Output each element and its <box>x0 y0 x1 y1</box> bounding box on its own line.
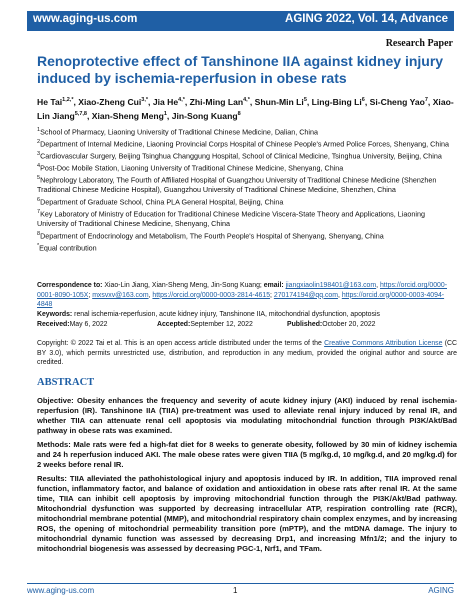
affiliation-text: Post-Doc Mobile Station, Liaoning University of Traditional Chinese Medicine, Shenyang, China <box>40 163 344 173</box>
affiliation-number: 7 <box>37 209 41 216</box>
footer-journal: AGING <box>428 586 454 595</box>
affiliation-number: 2 <box>37 139 41 146</box>
affiliation-number: 6 <box>37 197 41 204</box>
paper-type-label: Research Paper <box>385 38 453 49</box>
author-affiliation-marker: 3,* <box>141 97 149 103</box>
affiliation-item <box>37 208 457 229</box>
affiliation-text: Department of Graduate School, China PLA General Hospital, Beijing, China <box>40 197 284 207</box>
affiliation-item <box>37 150 457 161</box>
received-label: Received: <box>37 321 70 328</box>
keywords-text: renal ischemia-reperfusion, acute kidney injury, Tanshinone IIA, mitochondrial dysfunction, apoptosis <box>74 310 380 318</box>
footer-page-number: 1 <box>233 586 238 595</box>
orcid-link-2[interactable]: https://orcid.org/0000-0003-2814-4615 <box>152 291 271 299</box>
affiliation-text: Nephrology Laboratory, The Fourth of Affiliated Hospital of Guangzhou University of Traditional Chinese Medicine (Shenzhen Traditional Chinese Medicine Hospital), Guangzhou University of Traditional Chinese Medicine, Shenzhen, China <box>37 175 437 195</box>
affiliation-text: Equal contribution <box>39 243 97 253</box>
orcid-link-1[interactable]: https://orcid.org/0000-0001-8090-105X <box>37 282 447 299</box>
author-affiliation-marker: 7 <box>424 97 428 103</box>
affiliation-number: 3 <box>37 151 41 158</box>
affiliation-item <box>37 162 457 173</box>
journal-header-bar <box>27 11 454 31</box>
affiliation-item <box>37 196 457 207</box>
affiliation-text: Key Laboratory of Ministry of Education for Traditional Chinese Medicine Viscera-State Theory and Applications, Liaoning University of Traditional Chinese Medicine, Shenyang, China <box>37 209 425 229</box>
author-name: Jin-Song Kuang <box>171 110 238 121</box>
author-name: Si-Cheng Yao <box>369 96 425 107</box>
received-date: May 6, 2022 <box>69 321 108 328</box>
accepted-date: September 12, 2022 <box>190 321 253 328</box>
article-dates <box>37 321 457 331</box>
affiliations <box>37 126 457 254</box>
affiliation-text: School of Pharmacy, Liaoning University of Traditional Chinese Medicine, Dalian, China <box>40 127 318 137</box>
email-link-1[interactable]: jiangxiaolin198401@163.com <box>285 282 377 289</box>
author-name: Xiao-Lin Jiang <box>37 96 454 121</box>
published-date: October 20, 2022 <box>322 321 376 328</box>
author-affiliation-marker: 6 <box>361 97 365 103</box>
author-name: Xian-Sheng Meng <box>91 110 164 121</box>
affiliation-item <box>37 230 457 241</box>
author-affiliation-marker: 1 <box>163 110 167 117</box>
author-affiliation-marker: 4,* <box>243 97 250 103</box>
abstract-objective: Objective: Obesity enhances the frequency and severity of acute kidney injury (AKI) induced by renal ischemia-reperfusion (IR). Tanshinone IIA (TIIA) pre-treatment was used to alleviate renal injury induced by renal IR, and whether TIIA can attenuate renal cell apoptosis via modulating mitochondrial function through PI3K/Akt/Bad pathway in obese rats was examined. <box>37 396 457 435</box>
affiliation-text: Department of Endocrinology and Metabolism, The Fourth People's Hospital of Shenyang, Shenyang, China <box>40 231 384 241</box>
affiliation-text: Department of Internal Medicine, Liaoning Provincial Corps Hospital of Chinese People's Armed Police Forces, Shenyang, China <box>40 139 449 149</box>
abstract-methods: Methods: Male rats were fed a high-fat diet for 8 weeks to generate obesity, followed by 30 min of kidney ischemia and 24 h reperfusion induced AKI. The male obese rates were given TIIA (5 mg/kg.d, 10 mg/kg.d, and 20 mg/kg.d) for 2 weeks before renal IR. <box>37 440 457 469</box>
affiliation-number: 5 <box>37 175 41 182</box>
affiliation-item <box>37 138 457 149</box>
abstract-results: Results: TIIA alleviated the pathohistological injury and apoptosis induced by IR. In addition, TIIA improved renal function, inflammatory factor, and balance of oxidation and antioxidation in obese rats after renal IR. At the same time, TIIA can inhibit cell apoptosis by improving mitochondrial function through the PI3K/Akt/Bad pathway. Mitochondrial dysfunction was supported by decreasing intracellular ATP, respiration controlling rate (RCR), mitochondrial membrane potential (MMP), and mitochondrial respiratory chain complex enzymes, and by increasing ROS, the opening of mitochondrial permeability transition pore (mPTP), and the mtDNA damage. The injury to mitochondrial dynamic function was assessed by decreasing Drp1, and increasing Mfn1/2; and the injury to mitochondrial biogenesis was assessed by decreasing PGC-1, Nrf1, and TFam. <box>37 474 457 553</box>
copyright-post: (CC BY 3.0), which permits unrestricted use, distribution, and reproduction in any medium, provided the original author and source are credited. <box>37 340 457 367</box>
author-affiliation-marker: 1,2,* <box>62 97 74 103</box>
header-website[interactable]: www.aging-us.com <box>33 13 138 25</box>
correspondence-label: Correspondence to: <box>37 282 103 289</box>
email-link-3[interactable]: 270174194@qq.com <box>273 291 338 299</box>
abstract-heading: ABSTRACT <box>37 377 95 388</box>
affiliation-number: 4 <box>37 163 41 170</box>
author-affiliation-marker: 4,* <box>178 97 185 103</box>
author-name: Ling-Bing Li <box>311 96 362 107</box>
header-journal-issue: AGING 2022, Vol. 14, Advance <box>285 13 448 25</box>
paper-title: Renoprotective effect of Tanshinone IIA against kidney injury induced by ischemia-reperfusion in obese rats <box>37 53 444 86</box>
affiliation-text: Cardiovascular Surgery, Beijing Tsinghua Changgung Hospital, School of Clinical Medicine, Tsinghua University, Beijing, China <box>40 151 442 161</box>
accepted-label: Accepted: <box>157 321 191 328</box>
copyright-notice <box>37 339 457 368</box>
author-name: Shun-Min Li <box>254 96 304 107</box>
author-name: He Tai <box>37 96 63 107</box>
author-affiliation-marker: 8 <box>237 110 241 117</box>
license-link[interactable]: Creative Commons Attribution License <box>324 340 443 347</box>
orcid-link-3[interactable]: https://orcid.org/0000-0003-4094-4848 <box>37 291 445 308</box>
affiliation-item <box>37 242 457 253</box>
footer-divider <box>27 583 454 584</box>
affiliation-number: 8 <box>37 231 41 238</box>
email-label: email: <box>263 282 284 289</box>
keywords-label: Keywords: <box>37 310 73 318</box>
author-affiliation-marker: 5 <box>303 97 307 103</box>
correspondence-block: Correspondence to: Xiao-Lin Jiang, Xian-Sheng Meng, Jin-Song Kuang; email: jiangxiaolin198401@163.com, https://orcid.org/0000-0001-8090-105X; mxsvxv@163.com, https://orcid.org/0000-0003-2814-4615; 270174194@qq.com, https://orcid.org/0000-0003-4094-4848 Keywords: renal ischemia-reperfusion, acute kidney injury, Tanshinone IIA, mitochondrial dysfunction, apoptosis <box>37 282 447 318</box>
footer-website[interactable]: www.aging-us.com <box>27 586 95 595</box>
copyright-pre: Copyright: © 2022 Tai et al. This is an open access article distributed under the terms of the <box>37 340 322 347</box>
author-name: Jia He <box>152 96 179 107</box>
affiliation-item <box>37 126 457 137</box>
author-name: Xiao-Zheng Cui <box>78 96 142 107</box>
affiliation-item <box>37 174 457 195</box>
author-list: He Tai$^{1,2,*}$, Xiao-Zheng Cui$^{3,*}$, Jia $He^{4,*}$, Zhi-Ming Lan$^{4,*}$, Shun-Min Li$^5$, Ling-Bing Li$^6$, Si-Cheng Yao$^7$, Xiao-Lin Jiang$^{5,7,8}$, Xian-Sheng Meng$^1$, Jin-Song Kuang$^8$ <box>37 96 454 121</box>
affiliation-number: 1 <box>37 127 41 133</box>
affiliation-number: * <box>37 243 40 250</box>
correspondence-names: Xiao-Lin Jiang, Xian-Sheng Meng, Jin-Song Kuang; <box>104 282 262 289</box>
published-label: Published: <box>287 321 323 328</box>
email-link-2[interactable]: mxsvxv@163.com <box>92 291 149 299</box>
author-name: Zhi-Ming Lan <box>189 96 244 107</box>
author-affiliation-marker: 5,7,8 <box>74 110 87 117</box>
